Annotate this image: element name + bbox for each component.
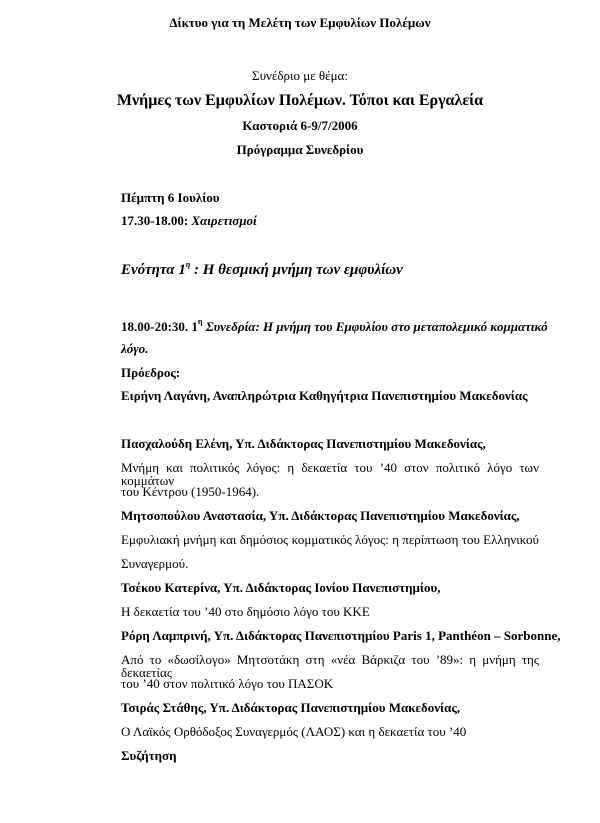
talk-speaker: Τσιράς Στάθης, Υπ. Διδάκτορας Πανεπιστημίου Μακεδονίας, <box>121 700 461 715</box>
welcome-time: 17.30-18.00: <box>121 213 189 228</box>
unit-heading <box>121 260 403 278</box>
talk-title-line: Εμφυλιακή μνήμη και δημόσιος κομματικός λόγος: η περίπτωση του Ελληνικού <box>121 532 539 547</box>
talk-title-line: του ’40 στον πολιτικό λόγο του ΠΑΣΟΚ <box>121 676 334 691</box>
chair-name: Ειρήνη Λαγάνη, Αναπληρώτρια Καθηγήτρια Πανεπιστημίου Μακεδονίας <box>121 388 528 403</box>
place-date: Καστοριά 6-9/7/2006 <box>242 118 358 133</box>
session-time: 18.00-20:30. 1 <box>121 319 198 334</box>
unit-prefix: Ενότητα 1 <box>121 262 186 278</box>
conference-intro: Συνέδριο με θέμα: <box>252 68 348 83</box>
session-title-line1: Η μνήμη του Εμφυλίου στο μεταπολεμικό κομματικό <box>259 319 548 334</box>
talk-title-line: Ο Λαϊκός Ορθόδοξος Συναγερμός (ΛΑΟΣ) και η δεκαετία του ’40 <box>121 724 467 739</box>
talk-title-line: Η δεκαετία του ’40 στο δημόσιο λόγο του ΚΚΕ <box>121 604 370 619</box>
unit-suffix: : Η θεσμική μνήμη των εμφυλίων <box>190 262 403 278</box>
talk-speaker: Πασχαλούδη Ελένη, Υπ. Διδάκτορας Πανεπιστημίου Μακεδονίας, <box>121 436 486 451</box>
chair-label: Πρόεδρος: <box>121 365 181 380</box>
session-sup: η <box>197 317 203 326</box>
programme-heading: Πρόγραμμα Συνεδρίου <box>236 142 364 157</box>
talk-title-line: Συναγερμού. <box>121 556 189 571</box>
session-title-line2: λόγο. <box>121 341 149 356</box>
unit-sup: η <box>185 260 191 269</box>
network-heading: Δίκτυο για τη Μελέτη των Εμφυλίων Πολέμων <box>169 15 431 30</box>
talk-speaker: Ρόρη Λαμπρινή, Υπ. Διδάκτορας Πανεπιστημίου Paris 1, Panthéon – Sorbonne, <box>121 628 561 643</box>
session-label: Συνεδρία: <box>202 319 260 334</box>
talk-speaker: Μητσοπούλου Αναστασία, Υπ. Διδάκτορας Πανεπιστημίου Μακεδονίας, <box>121 508 520 523</box>
welcome-line <box>121 214 257 227</box>
session-line <box>121 317 548 334</box>
discussion-label: Συζήτηση <box>121 748 177 763</box>
day-date: Πέμπτη 6 Ιουλίου <box>121 190 220 205</box>
welcome-label: Χαιρετισμοί <box>191 213 257 228</box>
talk-speaker: Τσέκου Κατερίνα, Υπ. Διδάκτορας Ιονίου Πανεπιστημίου, <box>121 580 441 595</box>
talk-title-line: Από το «δωσίλογο» Μητσοτάκη στη «νέα Βάρκιζα του ’89»: η μνήμη της δεκαετίας <box>121 652 539 680</box>
talk-title-line: Μνήμη και πολιτικός λόγος: η δεκαετία του ’40 στον πολιτικό λόγο των κομμάτων <box>121 460 539 488</box>
talk-title-line: του Κέντρου (1950-1964). <box>121 484 260 499</box>
conference-title: Μνήμες των Εμφυλίων Πολέμων. Τόποι και Εργαλεία <box>116 92 484 109</box>
